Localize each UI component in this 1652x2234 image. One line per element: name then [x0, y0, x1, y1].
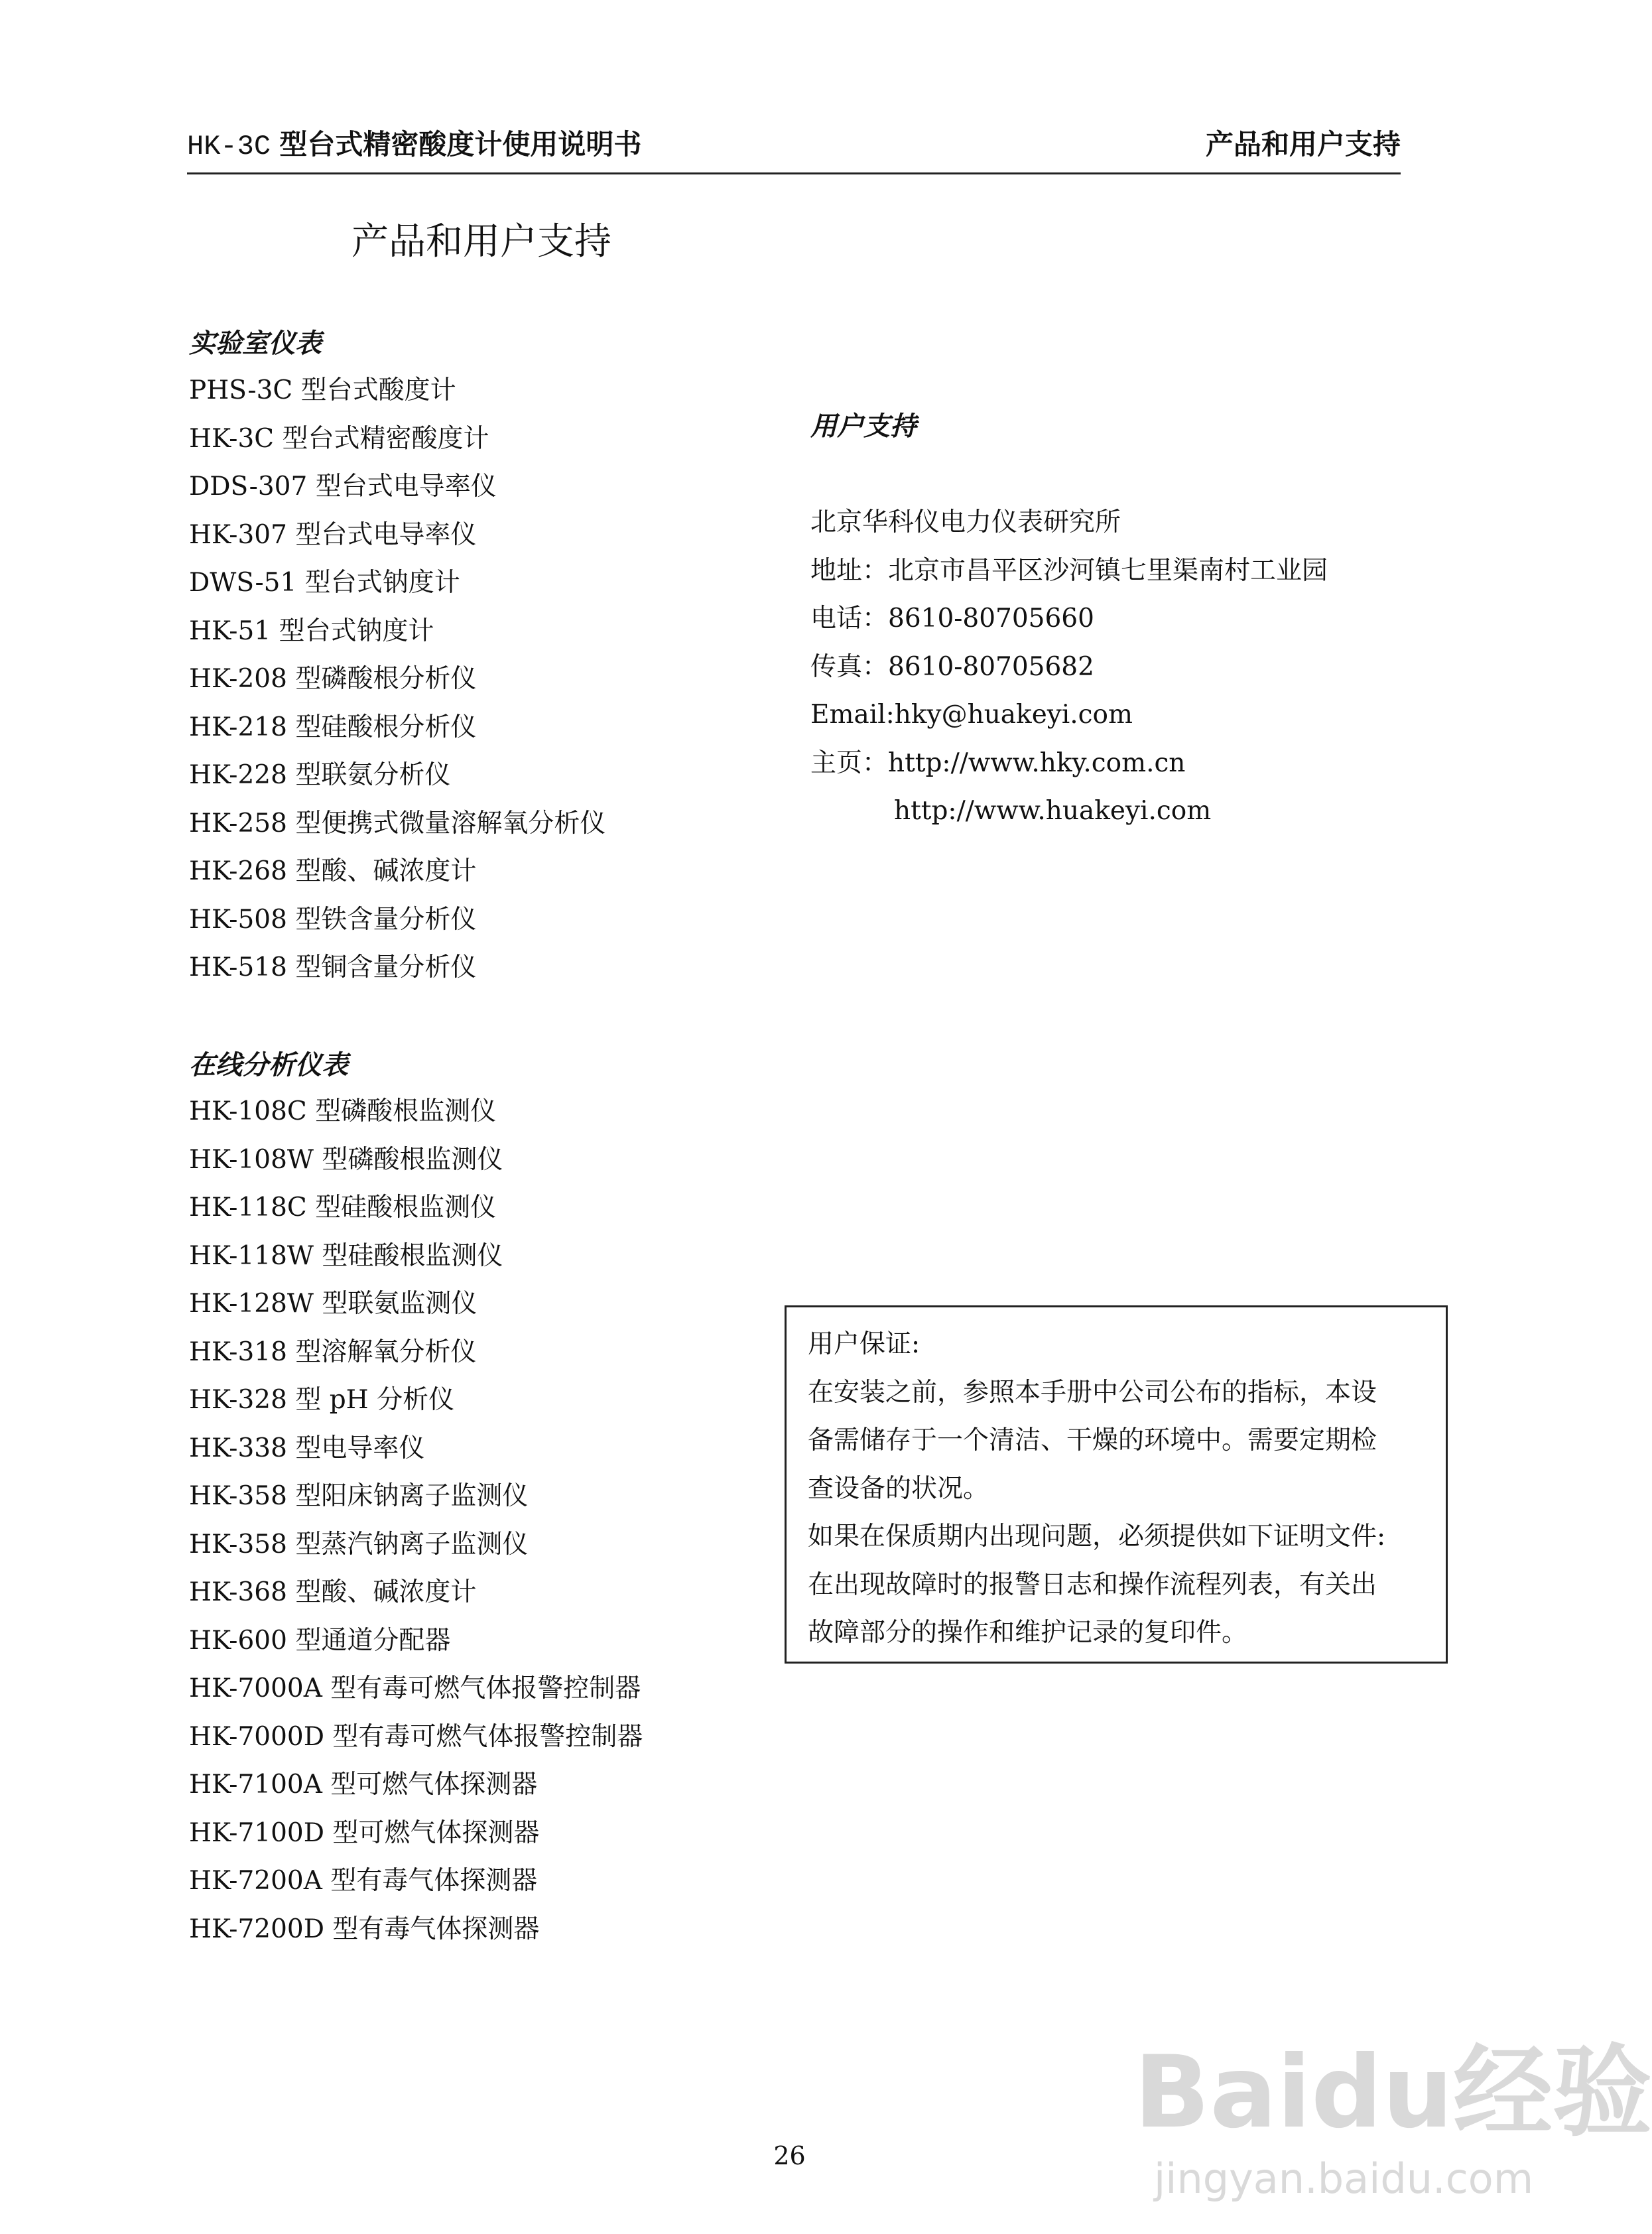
list-item: HK-368 型酸、碱浓度计 — [189, 1577, 477, 1607]
list-item: HK-7100A 型可燃气体探测器 — [189, 1770, 538, 1800]
list-item: HK-328 型 pH 分析仪 — [189, 1385, 455, 1415]
list-item: HK-318 型溶解氧分析仪 — [189, 1337, 477, 1367]
list-item: HK-358 型蒸汽钠离子监测仪 — [189, 1529, 529, 1559]
list-item: HK-108W 型磷酸根监测仪 — [189, 1144, 503, 1175]
list-item: HK-3C 型台式精密酸度计 — [189, 423, 489, 454]
company-phone: 电话：8610-80705660 — [810, 604, 1094, 633]
user-support-contact — [810, 499, 1328, 836]
page-title: 产品和用户支持 — [351, 220, 611, 263]
list-item: HK-7000A 型有毒可燃气体报警控制器 — [189, 1674, 641, 1703]
list-item: HK-518 型铜含量分析仪 — [189, 953, 477, 982]
header-section-title: 产品和用户支持 — [1205, 128, 1401, 161]
list-item: HK-51 型台式钠度计 — [189, 616, 434, 646]
company-homepage-alt: http://www.huakeyi.com — [894, 796, 1212, 826]
watermark-url: jingyan.baidu.com — [1154, 2154, 1534, 2203]
list-item: HK-508 型铁含量分析仪 — [189, 904, 477, 935]
company-fax: 传真：8610-80705682 — [810, 651, 1094, 682]
company-email: Email:hky@huakeyi.com — [810, 700, 1133, 730]
list-item: DWS-51 型台式钠度计 — [189, 568, 460, 598]
list-item: HK-228 型联氨分析仪 — [189, 760, 451, 790]
list-item: HK-258 型便携式微量溶解氧分析仪 — [189, 808, 606, 838]
warranty-line: 在安装之前，参照本手册中公司公布的指标，本设 — [808, 1377, 1377, 1408]
list-item: HK-7100D 型可燃气体探测器 — [189, 1817, 540, 1848]
header-title-text: 型台式精密酸度计使用说明书 — [279, 128, 642, 161]
warranty-line: 如果在保质期内出现问题，必须提供如下证明文件: — [808, 1522, 1386, 1551]
list-item: HK-7200A 型有毒气体探测器 — [189, 1866, 538, 1896]
list-item: HK-7200D 型有毒气体探测器 — [189, 1914, 540, 1944]
list-item: HK-7000D 型有毒可燃气体报警控制器 — [189, 1721, 643, 1752]
watermark-logo-text: Baidu经验 — [1134, 2035, 1652, 2150]
warranty-line: 故障部分的操作和维护记录的复印件。 — [808, 1618, 1248, 1648]
list-item: HK-118W 型硅酸根监测仪 — [189, 1240, 503, 1271]
company-address: 地址：北京市昌平区沙河镇七里渠南村工业园 — [810, 555, 1328, 586]
user-support-heading: 用户支持 — [810, 411, 917, 442]
lab-instruments-list — [189, 367, 605, 992]
company-name: 北京华科仪电力仪表研究所 — [810, 507, 1121, 537]
list-item: HK-218 型硅酸根分析仪 — [189, 712, 477, 742]
list-item: HK-268 型酸、碱浓度计 — [189, 856, 477, 886]
page-header — [187, 125, 1401, 174]
warranty-title: 用户保证: — [808, 1329, 921, 1359]
list-item: HK-600 型通道分配器 — [189, 1625, 451, 1656]
online-instruments-list — [189, 1088, 643, 1953]
page-number: 26 — [773, 2141, 806, 2170]
warranty-line: 在出现故障时的报警日志和操作流程列表，有关出 — [808, 1569, 1377, 1600]
header-document-title — [187, 125, 641, 166]
baidu-watermark — [1134, 1997, 1652, 2209]
list-item: DDS-307 型台式电导率仪 — [189, 472, 497, 501]
list-item: HK-128W 型联氨监测仪 — [189, 1289, 477, 1319]
company-homepage: 主页：http://www.hky.com.cn — [810, 748, 1186, 778]
list-item: HK-108C 型磷酸根监测仪 — [189, 1096, 497, 1126]
warranty-line: 备需储存于一个清洁、干燥的环境中。需要定期检 — [808, 1425, 1377, 1455]
list-item: HK-208 型磷酸根分析仪 — [189, 664, 477, 694]
list-item: HK-358 型阳床钠离子监测仪 — [189, 1481, 529, 1511]
online-instruments-heading: 在线分析仪表 — [189, 1050, 348, 1081]
list-item: HK-307 型台式电导率仪 — [189, 519, 477, 550]
header-model-code: HK-3C — [187, 131, 271, 163]
lab-instruments-heading: 实验室仪表 — [189, 328, 322, 359]
list-item: HK-118C 型硅酸根监测仪 — [189, 1193, 497, 1222]
warranty-line: 查设备的状况。 — [808, 1473, 989, 1504]
user-warranty-box — [785, 1305, 1448, 1664]
list-item: HK-338 型电导率仪 — [189, 1433, 425, 1463]
list-item: PHS-3C 型台式酸度计 — [189, 375, 456, 405]
